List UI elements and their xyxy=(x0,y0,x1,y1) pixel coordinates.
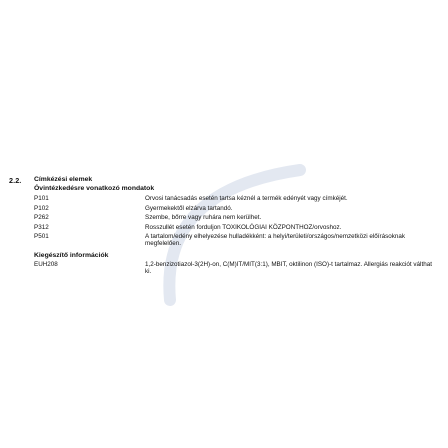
statement-code: P101 xyxy=(34,195,49,202)
section-number: 2.2. xyxy=(9,176,22,185)
statement-text: A tartalom/edény elhelyezése hulladékként: a helyi/területi/országos/nemzetközi előírásoknak megfelelően. xyxy=(145,233,406,248)
statement-code: P102 xyxy=(34,205,49,212)
statement-text: Orvosi tanácsadás esetén tartsa kéznél a termék edényét vagy címkéjét. xyxy=(145,195,348,202)
precautionary-heading: Óvintézkedésre vonatkozó mondatok xyxy=(34,185,155,192)
statement-text: Szembe, bőrre vagy ruhára nem kerülhet. xyxy=(145,214,262,221)
statement-code: P501 xyxy=(34,233,49,240)
statement-text: Gyermekektől elzárva tartandó. xyxy=(145,205,233,212)
statement-text: Rosszullét esetén forduljon TOXIKOLÓGIAI KÖZPONTHOZ/orvoshoz. xyxy=(145,224,342,231)
statement-code: P312 xyxy=(34,224,49,231)
statement-code: EUH208 xyxy=(34,261,58,268)
statement-text: 1,2-benzizotiazol-3(2H)-on, C(M)IT/MIT(3:1), MBIT, oktilinon (ISO)-t tartalmaz. Allergiás reakciót válthat ki. xyxy=(145,261,432,276)
supplementary-heading: Kiegészítő információk xyxy=(34,252,109,259)
section-title: Címkézési elemek xyxy=(34,176,93,183)
statement-code: P262 xyxy=(34,214,49,221)
